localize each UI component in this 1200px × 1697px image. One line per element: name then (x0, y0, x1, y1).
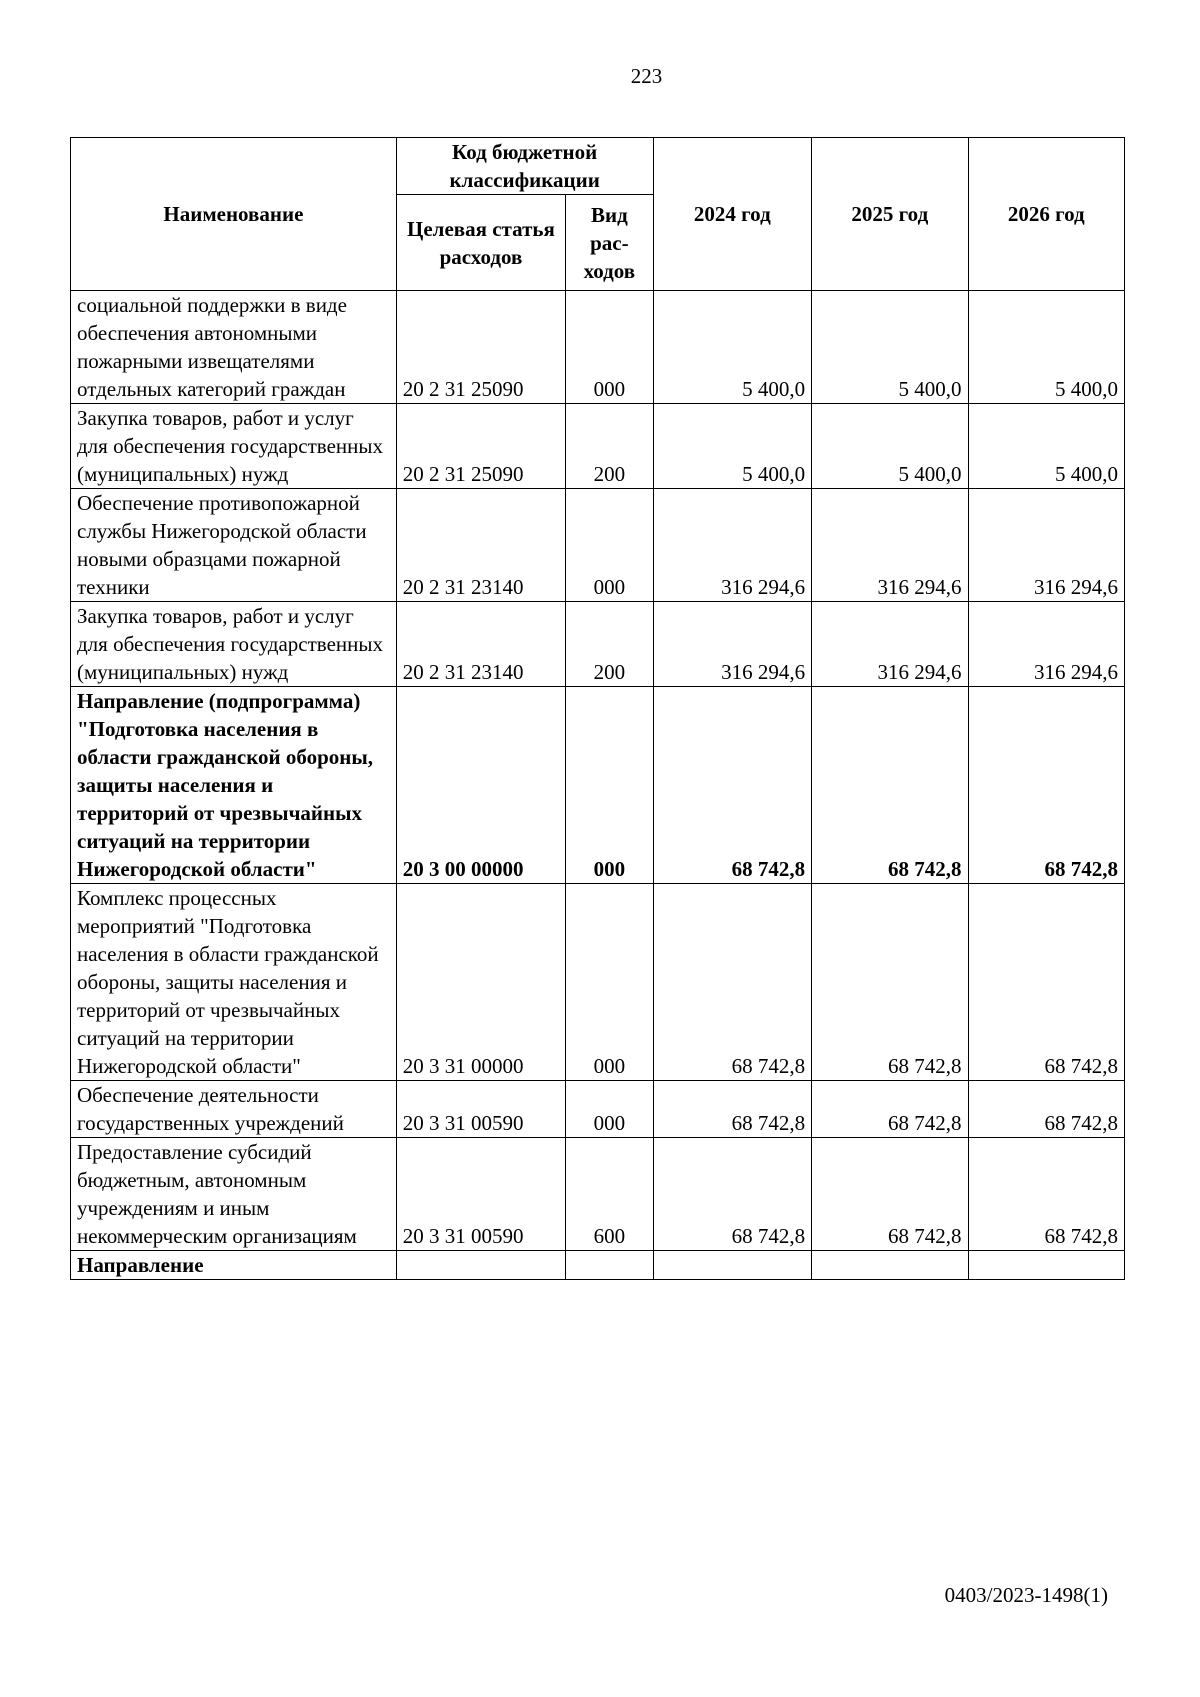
row-value-2025-cell: 5 400,0 (812, 291, 968, 404)
table-row (71, 602, 1125, 687)
row-target-article-cell: 20 3 31 00000 (396, 884, 565, 1081)
row-expense-type-cell: 200 (566, 602, 653, 687)
table-row (71, 884, 1125, 1081)
row-value-2024-cell: 5 400,0 (653, 404, 812, 489)
row-name-cell: Предоставление субсидий бюджетным, автономным учреждениям и иным некоммерческим организациям (71, 1138, 397, 1251)
row-name-cell: Комплекс процессных мероприятий "Подготовка населения в области гражданской обороны, защиты населения и территорий от чрезвычайных ситуаций на территории Нижегородской области" (71, 884, 397, 1081)
row-name-cell: Обеспечение деятельности государственных учреждений (71, 1081, 397, 1138)
row-expense-type-cell: 000 (566, 884, 653, 1081)
row-value-2026-cell: 68 742,8 (968, 884, 1124, 1081)
row-name-cell: Направление (71, 1251, 397, 1280)
row-value-2026-cell: 68 742,8 (968, 1081, 1124, 1138)
row-value-2025-cell: 5 400,0 (812, 404, 968, 489)
row-name-cell: Закупка товаров, работ и услуг для обеспечения государственных (муниципальных) нужд (71, 602, 397, 687)
table-row (71, 291, 1125, 404)
table-header (71, 138, 1125, 291)
row-expense-type-cell: 000 (566, 291, 653, 404)
row-value-2025-cell: 68 742,8 (812, 1138, 968, 1251)
page-number: 223 (630, 64, 663, 88)
row-value-2026-cell: 5 400,0 (968, 291, 1124, 404)
document-code: 0403/2023-1498(1) (944, 1583, 1108, 1607)
row-name-cell: социальной поддержки в виде обеспечения автономными пожарными извещателями отдельных категорий граждан (71, 291, 397, 404)
row-name-cell: Закупка товаров, работ и услуг для обеспечения государственных (муниципальных) нужд (71, 404, 397, 489)
row-target-article-cell (396, 1251, 565, 1280)
header-expense-type: Вид рас-ходов (566, 195, 653, 291)
header-year-2025: 2025 год (812, 138, 968, 291)
row-expense-type-cell: 000 (566, 489, 653, 602)
row-value-2026-cell: 68 742,8 (968, 687, 1124, 884)
row-value-2025-cell (812, 1251, 968, 1280)
row-value-2024-cell: 68 742,8 (653, 884, 812, 1081)
row-expense-type-cell: 200 (566, 404, 653, 489)
row-expense-type-cell: 000 (566, 687, 653, 884)
table-row (71, 489, 1125, 602)
row-target-article-cell: 20 3 00 00000 (396, 687, 565, 884)
header-year-2024: 2024 год (653, 138, 812, 291)
table-row (71, 1138, 1125, 1251)
row-value-2026-cell: 316 294,6 (968, 602, 1124, 687)
row-target-article-cell: 20 3 31 00590 (396, 1081, 565, 1138)
row-value-2026-cell: 68 742,8 (968, 1138, 1124, 1251)
row-value-2024-cell (653, 1251, 812, 1280)
row-name-cell: Обеспечение противопожарной службы Нижегородской области новыми образцами пожарной техники (71, 489, 397, 602)
header-year-2026: 2026 год (968, 138, 1124, 291)
row-value-2024-cell: 316 294,6 (653, 602, 812, 687)
row-value-2026-cell: 5 400,0 (968, 404, 1124, 489)
row-value-2025-cell: 316 294,6 (812, 489, 968, 602)
row-value-2024-cell: 68 742,8 (653, 1081, 812, 1138)
row-value-2026-cell: 316 294,6 (968, 489, 1124, 602)
header-target-article: Целевая статья расходов (396, 195, 565, 291)
row-value-2025-cell: 68 742,8 (812, 1081, 968, 1138)
table-row (71, 1251, 1125, 1280)
header-name: Наименование (71, 138, 397, 291)
row-value-2025-cell: 68 742,8 (812, 884, 968, 1081)
table-row (71, 687, 1125, 884)
row-value-2026-cell (968, 1251, 1124, 1280)
row-expense-type-cell: 600 (566, 1138, 653, 1251)
header-budget-code-group: Код бюджетной классификации (396, 138, 653, 195)
row-target-article-cell: 20 2 31 23140 (396, 602, 565, 687)
row-target-article-cell: 20 2 31 23140 (396, 489, 565, 602)
row-value-2024-cell: 5 400,0 (653, 291, 812, 404)
budget-table (70, 137, 1125, 1280)
row-name-cell: Направление (подпрограмма) "Подготовка населения в области гражданской обороны, защиты населения и территорий от чрезвычайных ситуаций на территории Нижегородской области" (71, 687, 397, 884)
row-expense-type-cell: 000 (566, 1081, 653, 1138)
row-target-article-cell: 20 2 31 25090 (396, 291, 565, 404)
row-value-2024-cell: 316 294,6 (653, 489, 812, 602)
table-row (71, 404, 1125, 489)
row-target-article-cell: 20 3 31 00590 (396, 1138, 565, 1251)
row-value-2024-cell: 68 742,8 (653, 1138, 812, 1251)
row-target-article-cell: 20 2 31 25090 (396, 404, 565, 489)
row-value-2025-cell: 316 294,6 (812, 602, 968, 687)
table-row (71, 1081, 1125, 1138)
row-value-2024-cell: 68 742,8 (653, 687, 812, 884)
row-expense-type-cell (566, 1251, 653, 1280)
row-value-2025-cell: 68 742,8 (812, 687, 968, 884)
table-body (71, 291, 1125, 1280)
